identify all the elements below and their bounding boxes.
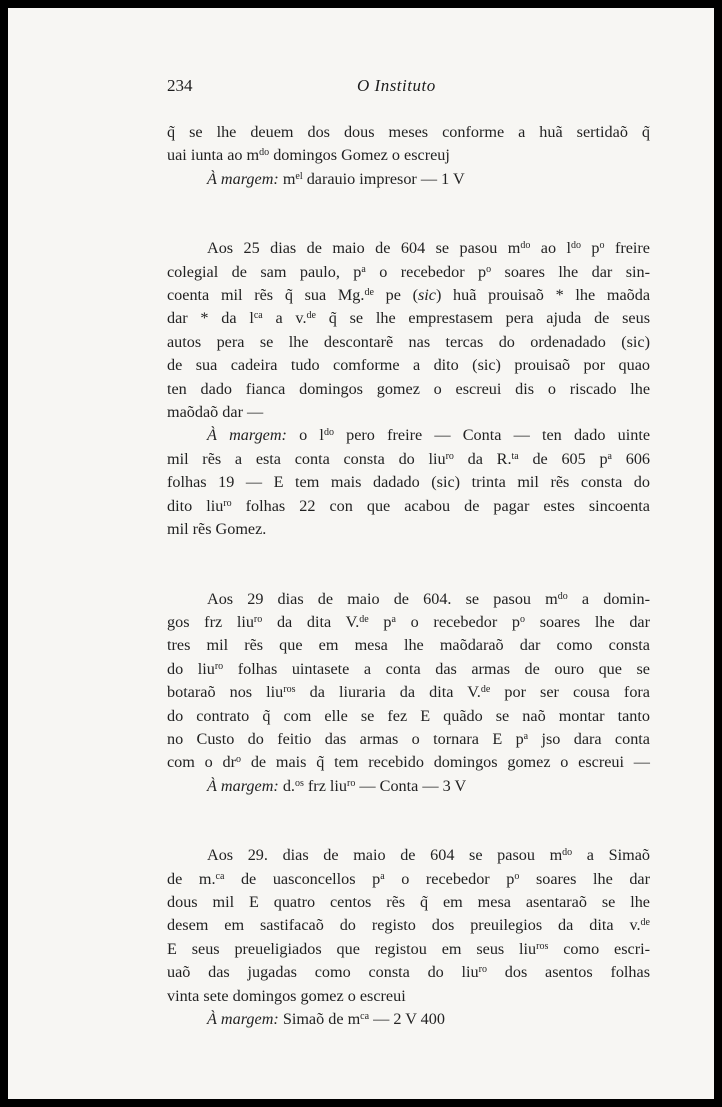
margin-note: À margem: Simaõ de $m^{ca}$ — 2 V 400	[207, 1010, 445, 1028]
text-line: mil rẽs a esta conta consta do liu$^{ro}$ da R.$^{ta}$ de 605 $p^a$ 606	[167, 449, 651, 468]
text-line: tres mil rẽs que em mesa lhe maõdaraõ dar como consta	[167, 636, 650, 655]
text-line: do liu$^{ro}$ folhas uintasete a conta das armas de ouro que se	[167, 659, 650, 678]
text-line: vinta sete domingos gomez o escreui	[167, 986, 406, 1005]
margin-note: À margem: o $l^{do}$ pero freire — Conta — ten dado uinte	[207, 426, 651, 445]
text-line: Aos 29 dias de maio de 604. se pasou $m^{do}$ a domin-	[207, 589, 650, 608]
entry-25-maio	[167, 237, 650, 541]
page-header	[167, 76, 647, 106]
body-text	[167, 121, 650, 1031]
text-line: dous mil E quatro centos rẽs q̃ em mesa asentaraõ se lhe	[167, 892, 650, 911]
book-page	[8, 8, 714, 1099]
text-line: colegial de sam paulo, $p^a$ o recebedor $p^o$ soares lhe dar sin-	[167, 262, 650, 281]
text-line: uai iunta ao $m^{do}$ domingos Gomez o escreuj	[167, 146, 450, 165]
text-line: botaraõ nos liu$^{ros}$ da liuraria da dita V.$^{de}$ por ser cousa fora	[167, 683, 650, 702]
margin-note: À margem: d.$^{os}$ frz liu$^{ro}$ — Conta — 3 V	[207, 776, 467, 795]
entry-29-maio-b	[167, 844, 650, 1031]
margin-note: À margem: $m^{el}$ darauio impresor — 1 V	[207, 169, 465, 188]
text-line: E seus preueligiados que registou em seus liu$^{ros}$ como escri-	[167, 939, 650, 958]
text-line: de m.$^{ca}$ de uasconcellos $p^a$ o recebedor $p^o$ soares lhe dar	[167, 869, 650, 888]
text-line: q̃ se lhe deuem dos dous meses conforme a huã sertidaõ q̃	[167, 123, 650, 141]
text-line: mil rẽs Gomez.	[167, 520, 267, 539]
text-line: no Custo do feitio das armas o tornara E $p^a$ jso dara conta	[167, 729, 650, 748]
entry-29-maio-a	[167, 588, 650, 799]
text-line: desem em sastifacaõ do registo dos preuilegios da dita v.$^{de}$	[167, 916, 650, 935]
text-line: dar * da $l^{ca}$ a v.$^{de}$ q̃ se lhe emprestasem pera ajuda de seus	[167, 309, 651, 328]
page-number: 234	[167, 76, 193, 95]
text-line: ten dado fianca domingos gomez o escreui dis o riscado lhe	[167, 379, 650, 398]
text-line: maõdaõ dar —	[167, 403, 264, 422]
running-title: O Instituto	[357, 76, 436, 95]
text-line: Aos 25 dias de maio de 604 se pasou $m^{do}$ ao $l^{do}$ $p^o$ freire	[207, 239, 650, 258]
text-line: coenta mil rẽs q̃ sua Mg.$^{de}$ pe (sic) huã prouisaõ * lhe maõda	[167, 286, 651, 305]
text-line: gos frz liu$^{ro}$ da dita V.$^{de}$ $p^a$ o recebedor $p^o$ soares lhe dar	[167, 612, 650, 631]
text-line: de sua cadeira tudo comforme a dito (sic) prouisaõ por quao	[167, 356, 650, 375]
text-line: dito liu$^{ro}$ folhas 22 con que acabou de pagar estes sincoenta	[167, 496, 650, 515]
text-line: autos pera se lhe descontarẽ nas tercas do ordenadado (sic)	[167, 332, 650, 351]
entry-continuation	[167, 121, 650, 191]
text-line: folhas 19 — E tem mais dadado (sic) trinta mil rẽs consta do	[167, 473, 650, 492]
text-line: com o $dr^o$ de mais q̃ tem recebido domingos gomez o escreui —	[167, 753, 650, 772]
text-line: Aos 29. dias de maio de 604 se pasou $m^{do}$ a Simaõ	[207, 846, 650, 865]
text-line: do contrato q̃ com elle se fez E quãdo se naõ montar tanto	[167, 706, 650, 725]
text-line: uaõ das jugadas como consta do liu$^{ro}$ dos asentos folhas	[167, 963, 651, 982]
